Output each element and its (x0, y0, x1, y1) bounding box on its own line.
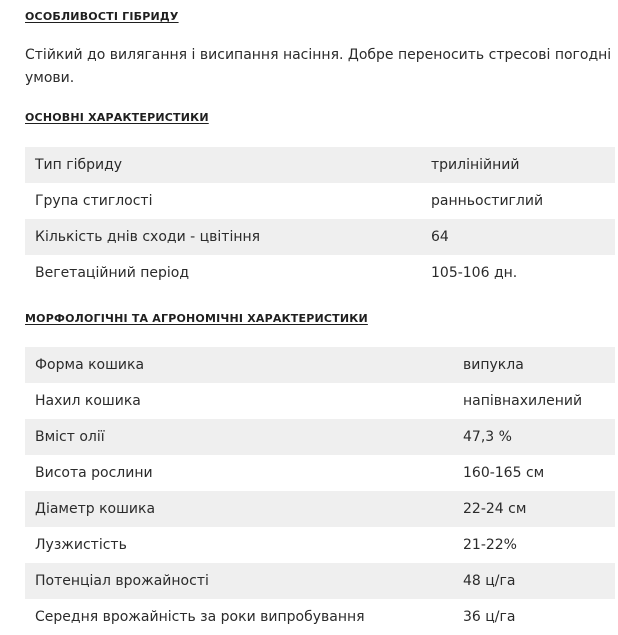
row-value: 21-22% (453, 527, 615, 563)
morphological-characteristics-heading: МОРФОЛОГІЧНІ ТА АГРОНОМІЧНІ ХАРАКТЕРИСТИКИ (25, 312, 368, 325)
row-value: 22-24 см (453, 491, 615, 527)
row-label: Нахил кошика (25, 383, 453, 419)
table-row (25, 455, 615, 491)
main-characteristics-heading: ОСНОВНІ ХАРАКТЕРИСТИКИ (25, 111, 209, 124)
table-row (25, 527, 615, 563)
row-label: Кількість днів сходи - цвітіння (25, 219, 421, 255)
row-value: 160-165 см (453, 455, 615, 491)
table-row (25, 347, 615, 383)
row-value: 36 ц/га (453, 599, 615, 635)
main-characteristics-table (25, 147, 615, 291)
row-value: 105-106 дн. (421, 255, 615, 291)
row-value: 64 (421, 219, 615, 255)
row-label: Тип гібриду (25, 147, 421, 183)
row-label: Висота рослини (25, 455, 453, 491)
row-label: Група стиглості (25, 183, 421, 219)
row-value: випукла (453, 347, 615, 383)
morphological-characteristics-table (25, 347, 615, 635)
table-row (25, 219, 615, 255)
row-value: ранньостиглий (421, 183, 615, 219)
row-label: Потенціал врожайності (25, 563, 453, 599)
table-row (25, 419, 615, 455)
table-row (25, 383, 615, 419)
table-row (25, 255, 615, 291)
row-label: Вегетаційний період (25, 255, 421, 291)
features-heading: ОСОБЛИВОСТІ ГІБРИДУ (25, 10, 179, 23)
row-label: Діаметр кошика (25, 491, 453, 527)
row-value: 47,3 % (453, 419, 615, 455)
table-row (25, 183, 615, 219)
table-row (25, 147, 615, 183)
row-label: Вміст олії (25, 419, 453, 455)
table-row (25, 599, 615, 635)
row-label: Форма кошика (25, 347, 453, 383)
row-label: Лузжистість (25, 527, 453, 563)
row-value: трилінійний (421, 147, 615, 183)
row-value: напівнахилений (453, 383, 615, 419)
table-row (25, 563, 615, 599)
table-row (25, 491, 615, 527)
row-value: 48 ц/га (453, 563, 615, 599)
features-description: Стійкий до вилягання і висипання насіння. Добре переносить стресові погодні умови. (25, 47, 612, 86)
row-label: Середня врожайність за роки випробування (25, 599, 453, 635)
